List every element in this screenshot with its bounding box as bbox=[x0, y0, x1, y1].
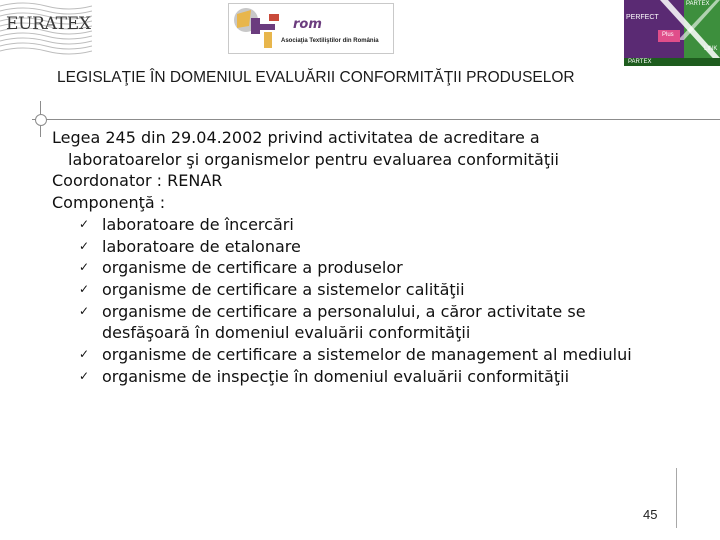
plus-label: Plus bbox=[662, 32, 674, 38]
list-item bbox=[52, 214, 712, 236]
list-item-text: organisme de certificare a sistemelor de management al mediului bbox=[102, 345, 632, 365]
slide-title: LEGISLAŢIE ÎN DOMENIUL EVALUĂRII CONFORMITĂŢII PRODUSELOR bbox=[57, 69, 575, 86]
law-line-1: Legea 245 din 29.04.2002 privind activitatea de acreditare a bbox=[52, 128, 540, 147]
list-item-text: laboratoare de încercări bbox=[102, 214, 294, 234]
checkmark-icon: ✓ bbox=[79, 368, 90, 383]
list-item bbox=[52, 236, 712, 258]
rom-subtitle: Asociaţia Textiliştilor din România bbox=[281, 38, 379, 44]
page-number: 45 bbox=[643, 507, 658, 522]
checkmark-icon: ✓ bbox=[79, 281, 90, 296]
checkmark-icon: ✓ bbox=[79, 216, 90, 231]
page-number-rule bbox=[676, 468, 677, 528]
rom-logo bbox=[228, 3, 394, 54]
list-item-text: organisme de certificare a personalului, a căror activitate se desfăşoară în domeniul evaluării conformităţii bbox=[102, 301, 586, 343]
euratex-wordmark: EURATEX bbox=[6, 14, 91, 34]
law-line-2: laboratoarelor şi organismelor pentru evaluarea conformităţii bbox=[68, 149, 559, 169]
partex-graphic bbox=[624, 0, 720, 66]
components-label: Componenţă : bbox=[52, 193, 166, 213]
partex-bottom-label: PARTEX bbox=[628, 59, 652, 65]
euratex-logo bbox=[0, 0, 92, 58]
partex-top-label: PARTEX bbox=[686, 1, 710, 7]
coordinator-line: Coordonator : RENAR bbox=[52, 171, 223, 191]
components-list bbox=[52, 214, 712, 388]
list-item bbox=[52, 366, 712, 388]
list-item-text: organisme de inspecţie în domeniul evaluării conformităţii bbox=[102, 366, 570, 386]
title-horizontal-rule bbox=[32, 119, 720, 120]
list-item bbox=[52, 279, 712, 301]
list-item bbox=[52, 344, 712, 366]
list-item bbox=[52, 257, 712, 279]
perfect-label: PERFECT bbox=[626, 14, 659, 21]
list-item-text: laboratoare de etalonare bbox=[102, 236, 301, 256]
list-item-text: organisme de certificare a produselor bbox=[102, 258, 403, 278]
list-item bbox=[52, 301, 712, 344]
checkmark-icon: ✓ bbox=[79, 347, 90, 362]
slide-body bbox=[52, 127, 712, 387]
list-item-text: organisme de certificare a sistemelor calităţii bbox=[102, 279, 465, 299]
checkmark-icon: ✓ bbox=[79, 303, 90, 318]
title-rule-circle bbox=[35, 114, 47, 126]
rom-brand: rom bbox=[293, 17, 322, 32]
link-label: LINK bbox=[704, 46, 718, 52]
checkmark-icon: ✓ bbox=[79, 238, 90, 253]
checkmark-icon: ✓ bbox=[79, 260, 90, 275]
